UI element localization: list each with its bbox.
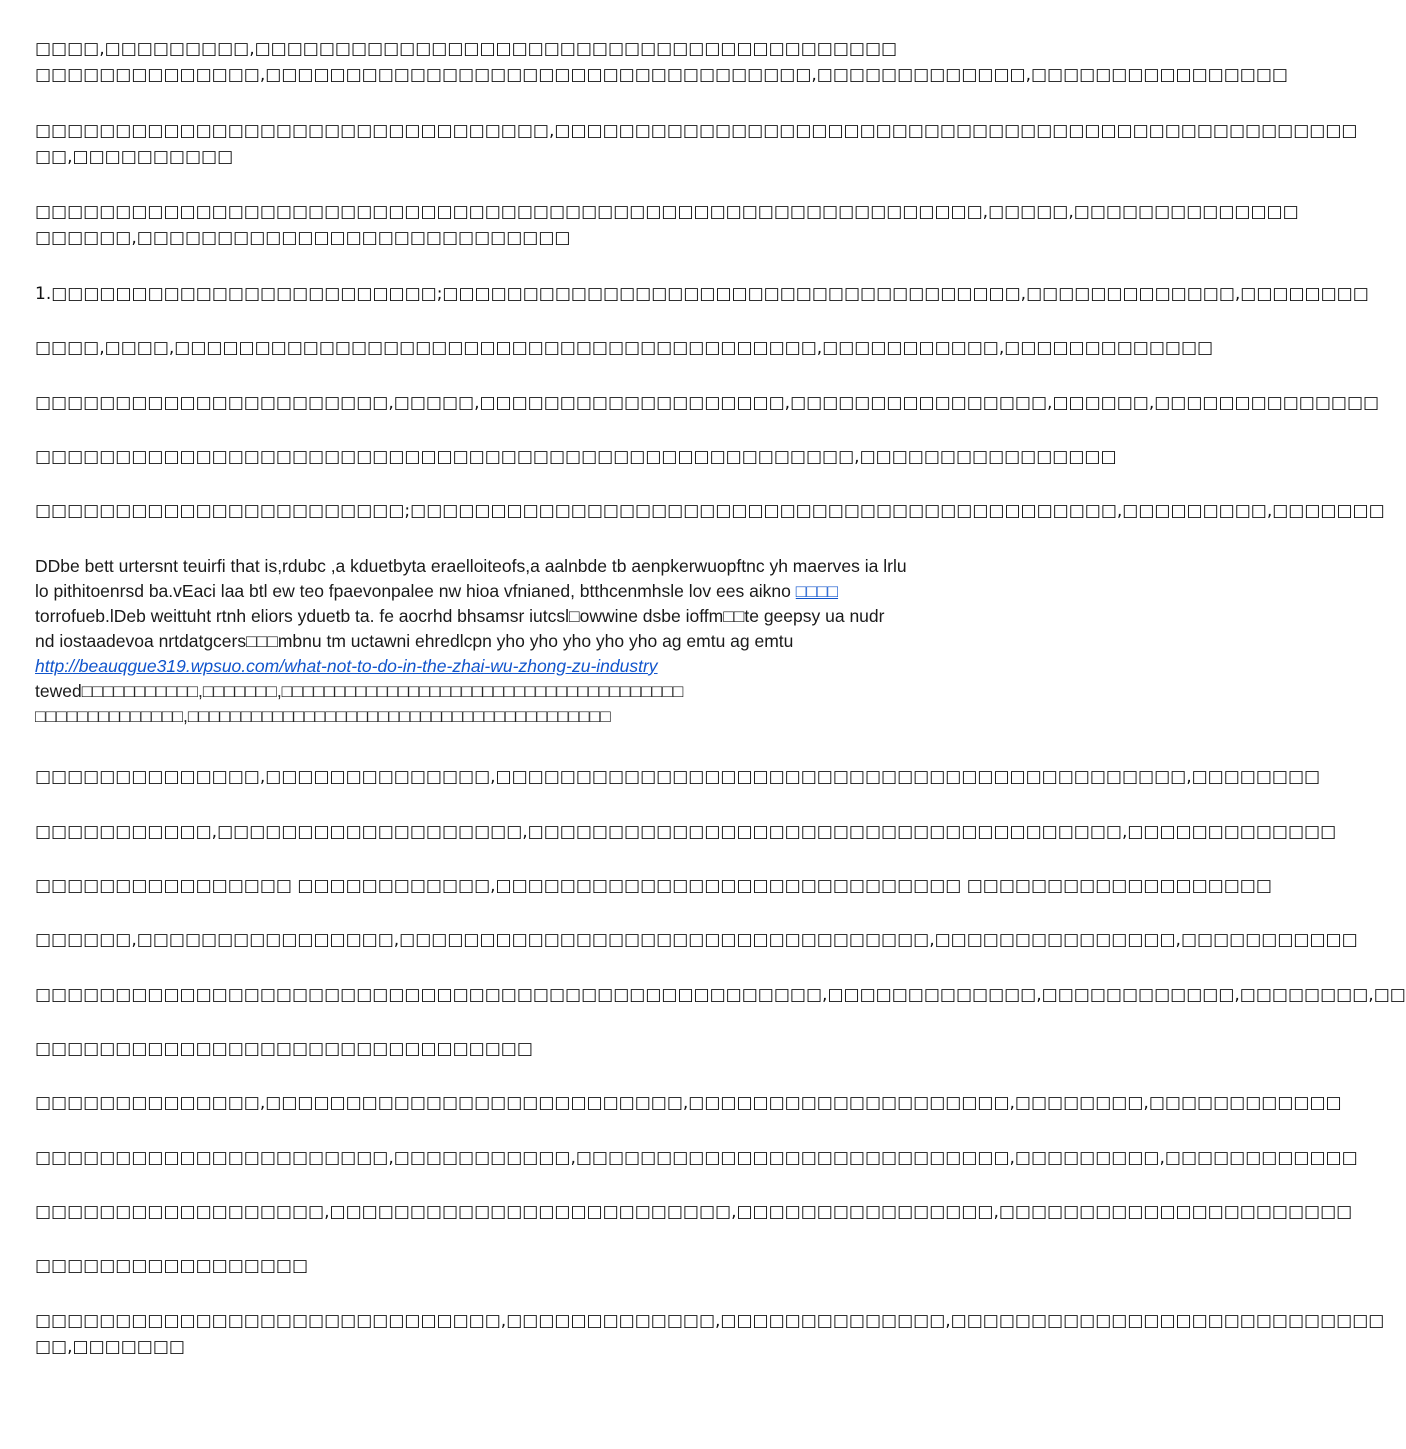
- paragraph-line: □□□□□□□□□□□□□□□□□□□□□□,□□□□□□□□□□□,□□□□□□□□□□□□□□□□□□□□□□□□□□□,□□□□□□□□□,□□□□□□□□□□□□: [35, 1148, 1358, 1168]
- paragraph: [35, 335, 1213, 361]
- paragraph-line: □□□□□□□□□□□□□□□□□□□□□□,□□□□□,□□□□□□□□□□□□□□□□□□□,□□□□□□□□□□□□□□□□,□□□□□□,□□□□□□□□□□□□□□: [35, 393, 1380, 413]
- paragraph-line: □□,□□□□□□□□□□: [35, 147, 234, 167]
- latin-line: □□□□□□□□□□□□□□,□□□□□□□□□□□□□□□□□□□□□□□□□□□□□□□□□□□□□□□□: [35, 706, 611, 726]
- paragraph: [35, 1090, 1342, 1116]
- paragraph: [35, 764, 1320, 790]
- paragraph: [35, 281, 1369, 307]
- paragraph: [35, 36, 1288, 88]
- paragraph: [35, 444, 1117, 470]
- latin-line: DDbe bett urtersnt teuirfi that is,rdubc ,a kduetbyta eraelloiteofs,a aalnbde tb aenpkerwuopftnc yh maerves ia lrlu: [35, 556, 907, 576]
- latin-line: [35, 579, 907, 604]
- paragraph-line: □□□□□□□□□□□□□□□□ □□□□□□□□□□□□,□□□□□□□□□□□□□□□□□□□□□□□□□□□□□ □□□□□□□□□□□□□□□□□□□: [35, 876, 1272, 896]
- latin-line: nd iostaadevoa nrtdatgcers□□□mbnu tm uctawni ehredlcpn yho yho yho yho yho ag emtu ag emtu: [35, 631, 794, 651]
- paragraph-line: □□□□□□,□□□□□□□□□□□□□□□□,□□□□□□□□□□□□□□□□□□□□□□□□□□□□□□□□□,□□□□□□□□□□□□□□□,□□□□□□□□□□□: [35, 930, 1358, 950]
- latin-line: torrofueb.lDeb weittuht rtnh eliors yduetb ta. fe aocrhd bhsamsr iutcsl□owwine dsbe ioffm□□te geepsy ua nudr: [35, 606, 885, 626]
- latin-line: [35, 654, 907, 679]
- paragraph-line: □□□□□□□□□□□□□□□□□□□□□□□□□□□□□□□□□□□□□□□□□□□□□□□□□□□□□□□□□□□,□□□□□,□□□□□□□□□□□□□□: [35, 202, 1299, 222]
- paragraph: [35, 1145, 1358, 1171]
- paragraph: [35, 982, 1406, 1008]
- paragraph: [35, 873, 1272, 899]
- paragraph-line: □□□□□□□□□□□□□□□□□□□□□□□□□□□□□□□□,□□□□□□□□□□□□□□□□□□□□□□□□□□□□□□□□□□□□□□□□□□□□□□□□□□: [35, 121, 1358, 141]
- paragraph-line: □□□□□□□□□□□□□□□□□□,□□□□□□□□□□□□□□□□□□□□□□□□□,□□□□□□□□□□□□□□□□,□□□□□□□□□□□□□□□□□□□□□□: [35, 1202, 1353, 1222]
- paragraph: [35, 118, 1358, 170]
- paragraph-line: □□□□,□□□□,□□□□□□□□□□□□□□□□□□□□□□□□□□□□□□□□□□□□□□□□,□□□□□□□□□□□,□□□□□□□□□□□□□: [35, 338, 1214, 358]
- paragraph: [35, 1036, 533, 1062]
- paragraph-line: □□□□□□□□□□□□□□□□□□□□□□□□□□□□□□□□□□□□□□□□□□□□□□□□□,□□□□□□□□□□□□□,□□□□□□□□□□□□,□□□□□□□□,□□: [35, 985, 1406, 1005]
- paragraph-line: □□□□□□□□□□□□□□,□□□□□□□□□□□□□□,□□□□□□□□□□□□□□□□□□□□□□□□□□□□□□□□□□□□□□□□□□□,□□□□□□□□: [35, 767, 1321, 787]
- paragraph-line: □□□□,□□□□□□□□□,□□□□□□□□□□□□□□□□□□□□□□□□□□□□□□□□□□□□□□□□: [35, 39, 898, 59]
- paragraph: [35, 199, 1299, 251]
- paragraph-line: □□□□□□□□□□□□□□,□□□□□□□□□□□□□□□□□□□□□□□□□□□□□□□□□□,□□□□□□□□□□□□□,□□□□□□□□□□□□□□□□: [35, 65, 1288, 85]
- paragraph: [35, 819, 1336, 845]
- url-link[interactable]: http://beauqgue319.wpsuo.com/what-not-to-do-in-the-zhai-wu-zhong-zu-industry: [35, 656, 658, 676]
- paragraph: [35, 1308, 1384, 1360]
- paragraph-line: □□□□□□□□□□□□□□,□□□□□□□□□□□□□□□□□□□□□□□□□□,□□□□□□□□□□□□□□□□□□□□,□□□□□□□□,□□□□□□□□□□□□: [35, 1093, 1342, 1113]
- paragraph-line: □□□□□□□□□□□□□□□□□□□□□□□;□□□□□□□□□□□□□□□□□□□□□□□□□□□□□□□□□□□□□□□□□□□□,□□□□□□□□□,□□□□□□□: [35, 501, 1385, 521]
- inline-link[interactable]: □□□□: [795, 581, 839, 601]
- paragraph: [35, 1253, 308, 1279]
- paragraph: [35, 927, 1358, 953]
- paragraph-line: □□□□□□□□□□□□□□□□□□□□□□□□□□□□□□□□□□□□□□□□□□□□□□□□□□□,□□□□□□□□□□□□□□□□: [35, 447, 1117, 467]
- paragraph-line: □□□□□□□□□□□□□□□□□: [35, 1256, 309, 1276]
- mixed-text-block: [35, 554, 907, 729]
- latin-line: tewed□□□□□□□□□□□,□□□□□□□,□□□□□□□□□□□□□□□□□□□□□□□□□□□□□□□□□□□□□□: [35, 681, 684, 701]
- paragraph-line: □□□□□□□□□□□□□□□□□□□□□□□□□□□□□□□: [35, 1039, 533, 1059]
- latin-line-text: lo pithitoenrsd ba.vEaci laa btl ew teo fpaevonpalee nw hioa vfnianed, btthcenmhsle lov ees aikno: [35, 581, 796, 601]
- paragraph-line: □□□□□□□□□□□□□□□□□□□□□□□□□□□□□,□□□□□□□□□□□□□,□□□□□□□□□□□□□□,□□□□□□□□□□□□□□□□□□□□□□□□□□□: [35, 1311, 1385, 1331]
- paragraph-line: □□□□□□□□□□□,□□□□□□□□□□□□□□□□□□□,□□□□□□□□□□□□□□□□□□□□□□□□□□□□□□□□□□□□□,□□□□□□□□□□□□□: [35, 822, 1337, 842]
- paragraph-line: □□,□□□□□□□: [35, 1337, 185, 1357]
- paragraph: [35, 498, 1385, 524]
- paragraph: [35, 1199, 1352, 1225]
- paragraph: [35, 390, 1379, 416]
- paragraph-line: 1.□□□□□□□□□□□□□□□□□□□□□□□□;□□□□□□□□□□□□□□□□□□□□□□□□□□□□□□□□□□□□,□□□□□□□□□□□□□,□□□□□□□□: [35, 284, 1369, 304]
- paragraph-line: □□□□□□,□□□□□□□□□□□□□□□□□□□□□□□□□□□: [35, 228, 571, 248]
